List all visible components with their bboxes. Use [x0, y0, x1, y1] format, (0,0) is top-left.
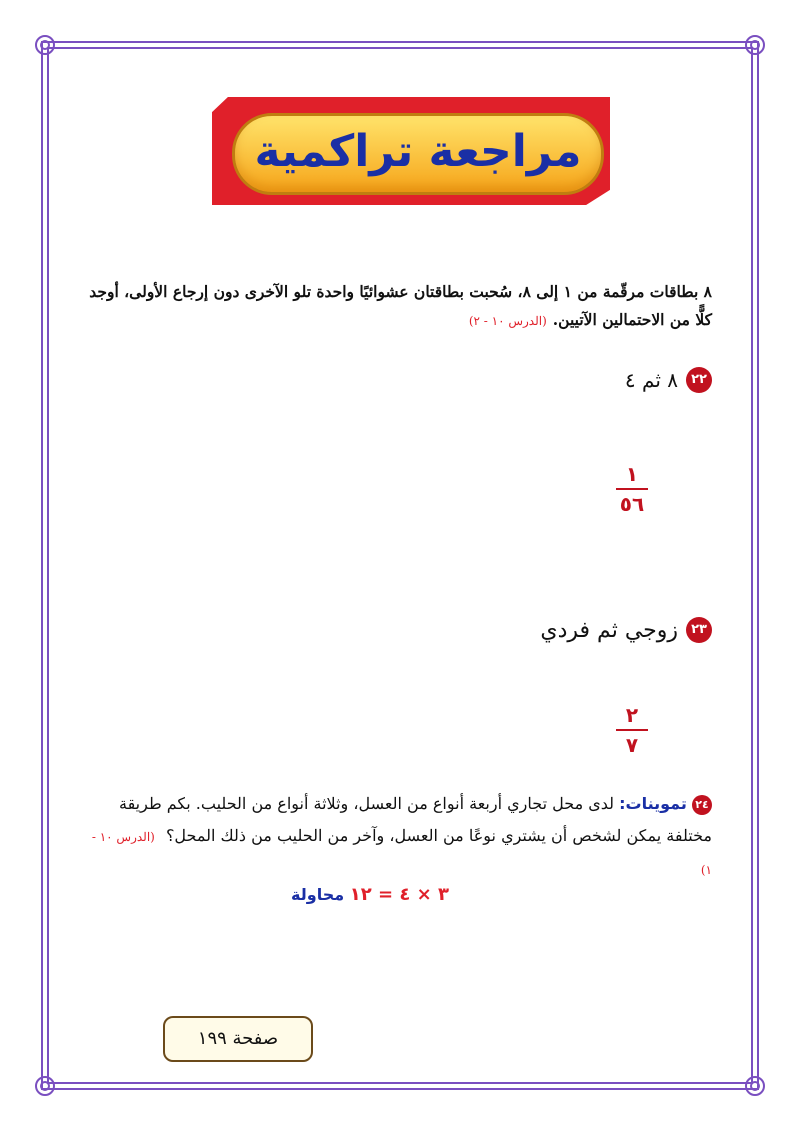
page-label: صفحة	[232, 1028, 279, 1049]
intro-lesson-ref: (الدرس ١٠ - ٢)	[468, 314, 547, 328]
fraction-bar	[616, 488, 648, 490]
fraction-numerator: ١	[625, 462, 639, 486]
question-24	[82, 788, 712, 886]
question-number-badge: ٢٢	[686, 367, 712, 393]
fraction-denominator: ٧	[625, 733, 639, 757]
answer-22-fraction	[612, 462, 652, 516]
answer-math: ٣ × ٤ = ١٢	[349, 884, 449, 905]
title-banner	[212, 97, 612, 207]
question-text: لدى محل تجاري أربعة أنواع من العسل، وثلاثة أنواع من الحليب. بكم طريقة مختلفة يمكن لشخص أن يشتري نوعًا من العسل، وآخر من الحليب من ذلك المحل؟	[118, 794, 712, 845]
page-title: مراجعة تراكمية	[254, 126, 582, 177]
question-23	[540, 617, 712, 643]
intro-text: ٨ بطاقات مرقّمة من ١ إلى ٨، سُحبت بطاقتان عشوائيًا واحدة تلو الآخرى دون إرجاع الأولى، أوجد كلًّا من الاحتمالين الآتيين.	[89, 282, 712, 329]
question-keyword: تموينات:	[619, 794, 687, 813]
question-number-badge: ٢٣	[686, 617, 712, 643]
fraction-numerator: ٢	[625, 703, 639, 727]
page-number: ١٩٩	[197, 1028, 227, 1049]
question-text: زوجي ثم فردي	[540, 617, 678, 643]
question-text: ٨ ثم ٤	[624, 368, 678, 392]
fraction-bar	[616, 729, 648, 731]
answer-word: محاولة	[291, 885, 345, 904]
question-22	[625, 367, 712, 393]
question-number-badge: ٢٤	[692, 795, 712, 815]
intro-paragraph	[82, 278, 712, 335]
fraction-denominator: ٥٦	[619, 492, 645, 516]
page-number-box	[163, 1016, 313, 1062]
question-lesson-ref: (الدرس ١٠ - ١)	[91, 830, 712, 877]
answer-23-fraction	[612, 703, 652, 757]
answer-24	[270, 884, 470, 905]
